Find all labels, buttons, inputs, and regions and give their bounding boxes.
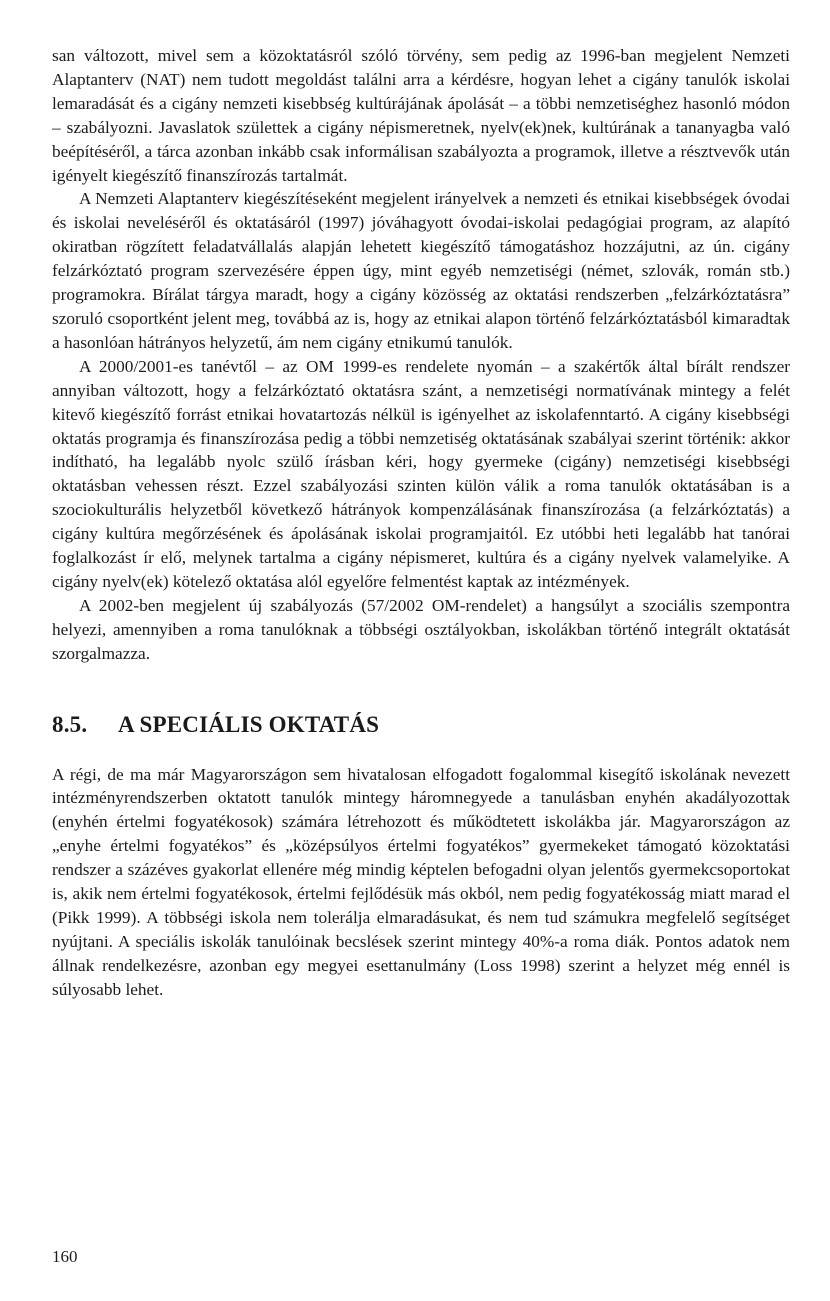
paragraph-nat-guidelines: A Nemzeti Alaptanterv kiegészítéseként megjelent irányelvek a nemzeti és etnikai kisebbségek óvodai és iskolai neveléséről és oktatásáról (1997) jóváhagyott óvodai-iskolai pedagógiai program, az alapító okiratban rögzített feladatvállalás alapján lehetett kiegészítő támogatáshoz hozzájutni, az ún. cigány felzárkóztató program szervezésére éppen úgy, mint egyéb nemzetiségi (német, szlovák, román stb.) programokra. Bírálat tárgya maradt, hogy a cigány közösség az oktatási rendszerben „felzárkóztatásra” szoruló csoportként jelent meg, továbbá az is, hogy az etnikai alapon történő felzárkóztatásból kimaradtak a hasonlóan hátrányos helyzetű, ám nem cigány etnikumú tanulók.	[52, 189, 790, 352]
page-body	[52, 44, 790, 1002]
paragraph-2000-2001-school-year: A 2000/2001-es tanévtől – az OM 1999-es rendelete nyomán – a szakértők által bírált rendszer annyiban változott, hogy a felzárkóztató oktatásra szánt, a nemzetiségi normatívának mintegy a felét kitevő kiegészítő forrást etnikai hovatartozás nélkül is igényelhet az iskolafenntartó. A cigány kisebbségi oktatás programja és finanszírozása pedig a többi nemzetiség oktatásának szabályai szerint történik: akkor indítható, ha legalább nyolc szülő írásban kéri, hogy gyermeke (cigány) nemzetiségi kisebbségi oktatásban vehessen részt. Ezzel szabályozási szinten külön válik a roma tanulók oktatásában is a szociokulturális helyzetből következő hátrányok kompenzálásának finanszírozása (a felzárkóztatás) a cigány kultúra megőrzésének és ápolásának iskolai programjaitól. Ez utóbbi heti legalább hat tanórai foglalkozást ír elő, melynek tartalma a cigány népismeret, kultúra és a cigány nyelvek valamelyike. A cigány nyelv(ek) kötelező oktatása alól egyelőre felmentést kaptak az intézmények.	[52, 356, 790, 591]
section-number: 8.5.	[52, 711, 88, 737]
paragraph-2002-regulation: A 2002-ben megjelent új szabályozás (57/2002 OM-rendelet) a hangsúlyt a szociális szempontra helyezi, amennyiben a roma tanulóknak a többségi osztályokban, iskolákban történő integrált oktatását szorgalmazza.	[52, 595, 790, 663]
paragraph-special-education: A régi, de ma már Magyarországon sem hivatalosan elfogadott fogalommal kisegítő iskolának nevezett intézményrendszerben oktatott tanulók mintegy háromnegyede a tanulásban enyhén akadályozottak (enyhén értelmi fogyatékosok) számára létrehozott és működtetett iskolákba jár. Magyarországon az „enyhe értelmi fogyatékos” és „középsúlyos értelmi fogyatékos” gyermekeket támogató közoktatási rendszer a százéves gyakorlat ellenére még mindig képtelen befogadni olyan jelentős gyermekcsoportokat is, akik nem értelmi fogyatékosok, értelmi fejlődésük más okból, nem pedig fogyatékosság miatt marad el (Pikk 1999). A többségi iskola nem tolerálja elmaradásukat, és nem tud számukra megfelelő segítséget nyújtani. A speciális iskolák tanulóinak becslések szerint mintegy 40%-a roma diák. Pontos adatok nem állnak rendelkezésre, azonban egy megyei esettanulmány (Loss 1998) szerint a helyzet még ennél is súlyosabb lehet.	[52, 764, 790, 999]
section-heading	[52, 710, 790, 740]
page-number: 160	[52, 1247, 78, 1266]
section-title: A SPECIÁLIS OKTATÁS	[118, 711, 380, 737]
paragraph-continuation: san változott, mivel sem a közoktatásról szóló törvény, sem pedig az 1996-ban megjelent Nemzeti Alaptanterv (NAT) nem tudott megoldást találni arra a kérdésre, hogyan lehet a cigány tanulók iskolai lemaradását és a cigány nemzeti kisebbség kultúrájának ápolását – a többi nemzetiséghez hasonló módon – szabályozni. Javaslatok születtek a cigány népismeretnek, nyelv(ek)nek, kultúrának a tananyagba való beépítéséről, a tárca azonban inkább csak informálisan szabályozta a programok, illetve a résztvevők után igényelt kiegészítő finanszírozás tartalmát.	[52, 46, 790, 185]
